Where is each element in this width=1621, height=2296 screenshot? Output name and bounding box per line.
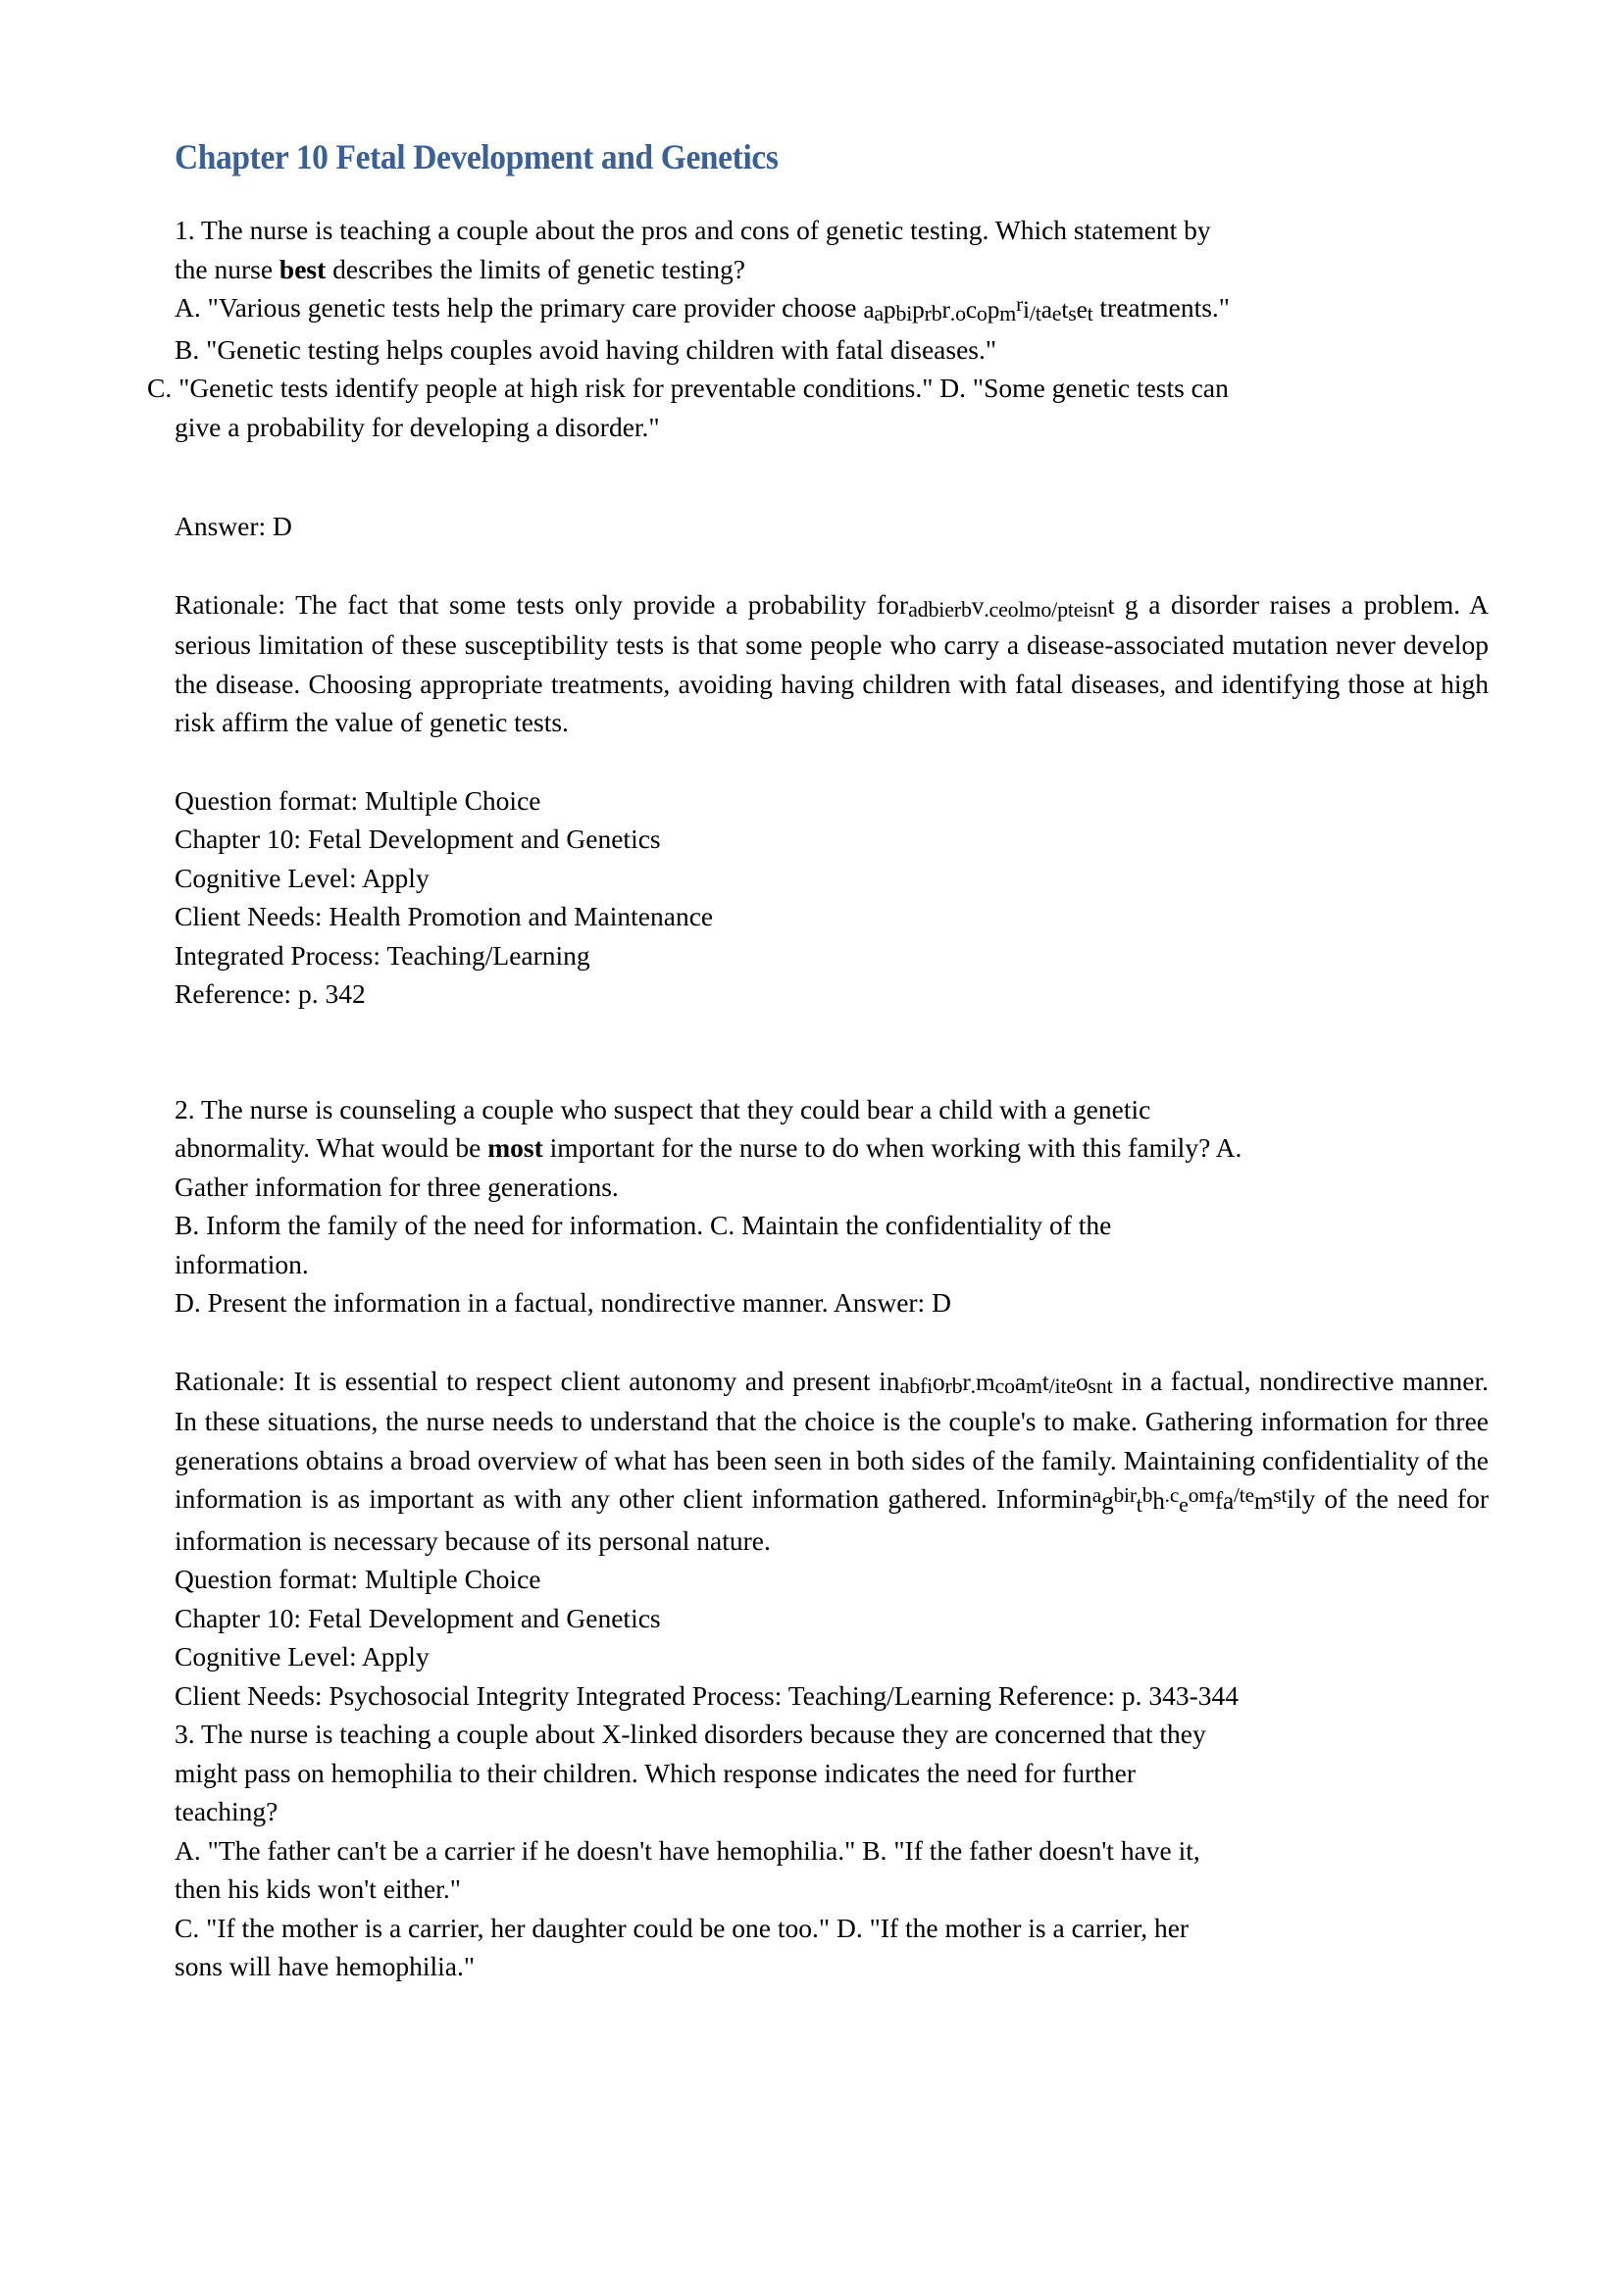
spacer <box>175 446 1489 507</box>
ocr-scramble-family-about-the-most: $^ag^{bir}t^bh^{.c}e^{om}fa^{/te}m^{st}$ <box>1091 1482 1288 1517</box>
question-1-option-b: B. "Genetic testing helps couples avoid having children with fatal diseases." <box>175 333 997 365</box>
question-1-option-c-line-1: C. "Genetic tests identify people at high risk for preventable conditions." D. "Some genetic tests can <box>147 373 1229 404</box>
question-1-meta-client-needs: Client Needs: Health Promotion and Maintenance <box>175 901 714 932</box>
question-3-option-a-line-1: A. "The father can't be a carrier if he doesn't have hemophilia." B. "If the father doesn't have it, <box>175 1834 1200 1866</box>
question-1-stem-line-2 <box>175 250 1489 289</box>
question-1-option-a-text: A. "Various genetic tests help the primary care provider choose <box>175 292 864 324</box>
question-2-option-b-line-2: information. <box>175 1248 309 1279</box>
question-2-option-b <box>175 1206 1489 1283</box>
question-3-option-c-line-2: sons will have hemophilia." <box>175 1951 476 1982</box>
spacer <box>175 546 1489 585</box>
question-1-option-c <box>147 369 1489 446</box>
question-2-metadata <box>175 1560 1489 1715</box>
question-2-stem-line-2-pre: abnormality. What would be <box>175 1132 488 1164</box>
question-2-rationale-post: ily of the need for information is necessary because of its personal nature. <box>175 1483 1489 1556</box>
question-1-meta-reference: Reference: p. 342 <box>175 978 366 1010</box>
question-2-stem-line-1: 2. The nurse is counseling a couple who suspect that they could bear a child with a genetic <box>175 1093 1151 1124</box>
question-1-meta-chapter: Chapter 10: Fetal Development and Genetics <box>175 824 661 855</box>
question-2-stem-line-3: Gather information for three generations. <box>175 1171 619 1202</box>
question-1-metadata <box>175 781 1489 1014</box>
question-2-meta-chapter: Chapter 10: Fetal Development and Genetics <box>175 1602 661 1633</box>
question-1-stem-line-1: 1. The nurse is teaching a couple about the pros and cons of genetic testing. Which statement by <box>175 215 1211 246</box>
question-1-stem-line-2-post: describes the limits of genetic testing? <box>326 253 745 284</box>
question-3-stem <box>175 1715 1489 1831</box>
question-1-answer: Answer: D <box>175 511 292 542</box>
question-1-meta-cognitive-level: Cognitive Level: Apply <box>175 862 430 893</box>
question-2-option-b-line-1: B. Inform the family of the need for information. C. Maintain the confidentiality of the <box>175 1210 1112 1241</box>
question-2-stem-line-2 <box>175 1128 1489 1168</box>
question-1-rationale <box>175 585 1489 742</box>
ocr-scramble-a-disorder-developing: adbierbv.ceolmo/pteisnt <box>908 592 1115 623</box>
question-2-option-d: D. Present the information in a factual, nondirective manner. Answer: D <box>175 1287 951 1319</box>
question-3-stem-line-1: 3. The nurse is teaching a couple about X-linked disorders because they are concerned that they <box>175 1719 1206 1750</box>
question-2-emphasis-most: most <box>487 1132 543 1164</box>
question-2-stem-line-2-post: important for the nurse to do when working with this family? A. <box>542 1132 1242 1164</box>
question-1-option-a-line-2: treatments." <box>1099 292 1231 324</box>
question-1-stem <box>175 211 1489 288</box>
question-1-stem-line-2-pre: the nurse <box>175 253 279 284</box>
question-3-stem-line-2: might pass on hemophilia to their children. Which response indicates the need for further <box>175 1757 1137 1788</box>
question-3-option-a <box>175 1831 1489 1909</box>
question-3-option-a-line-2: then his kids won't either." <box>175 1873 461 1905</box>
question-2-meta-format: Question format: Multiple Choice <box>175 1564 541 1595</box>
question-2-stem <box>175 1090 1489 1207</box>
question-2-rationale-mid: in a factual, nondirective manner. In these situations, the nurse needs to understand that the choice is the couple's to make. Gathering information for three generations obtains a broad overview of what has been seen in both sides of the family. Maintaining confidentiality of the information is as important as with any other client information gathered. Informin <box>175 1365 1489 1515</box>
ocr-scramble-appropriate-treatments: aapbiprbr.ocopm$^r$i/taetset <box>863 291 1093 325</box>
page-title: Chapter 10 Fetal Development and Genetics <box>175 137 779 176</box>
question-1-option-a <box>175 288 1489 330</box>
question-1-rationale-pre: Rationale: The fact that some tests only provide a probability for <box>175 588 909 620</box>
question-3-option-c-line-1: C. "If the mother is a carrier, her daughter could be one too." D. "If the mother is a carrier, her <box>175 1912 1190 1943</box>
question-1-option-a-line-1 <box>175 292 1093 323</box>
question-2-meta-cognitive-level: Cognitive Level: Apply <box>175 1641 430 1672</box>
ocr-scramble-information-about-most: abfiorbr.mcoamt/iteosnt <box>899 1369 1113 1399</box>
question-1-meta-integrated-process: Integrated Process: Teaching/Learning <box>175 939 590 971</box>
question-1-meta-format: Question format: Multiple Choice <box>175 784 541 816</box>
spacer <box>175 1014 1489 1090</box>
question-1-emphasis-best: best <box>279 253 327 284</box>
question-1-rationale-post: g a disorder raises a problem. A serious limitation of these susceptibility tests is that some people who carry a disease-associated mutation never develop the disease. Choosing appropriate treatments, avoiding having children with fatal diseases, and identifying those at high risk affirm the value of genetic tests. <box>175 588 1489 738</box>
question-2-meta-client-needs: Client Needs: Psychosocial Integrity Integrated Process: Teaching/Learning Reference: p. 343-344 <box>175 1679 1240 1711</box>
question-3-option-c <box>175 1909 1489 1986</box>
document-content <box>147 137 1489 1986</box>
spacer <box>175 742 1489 781</box>
question-2-rationale-pre: Rationale: It is essential to respect client autonomy and present in <box>175 1365 900 1396</box>
spacer <box>175 1323 1489 1362</box>
question-3-stem-line-3: teaching? <box>175 1796 279 1827</box>
question-2-rationale <box>175 1362 1489 1561</box>
question-1-option-c-line-2: give a probability for developing a disorder." <box>175 411 660 442</box>
